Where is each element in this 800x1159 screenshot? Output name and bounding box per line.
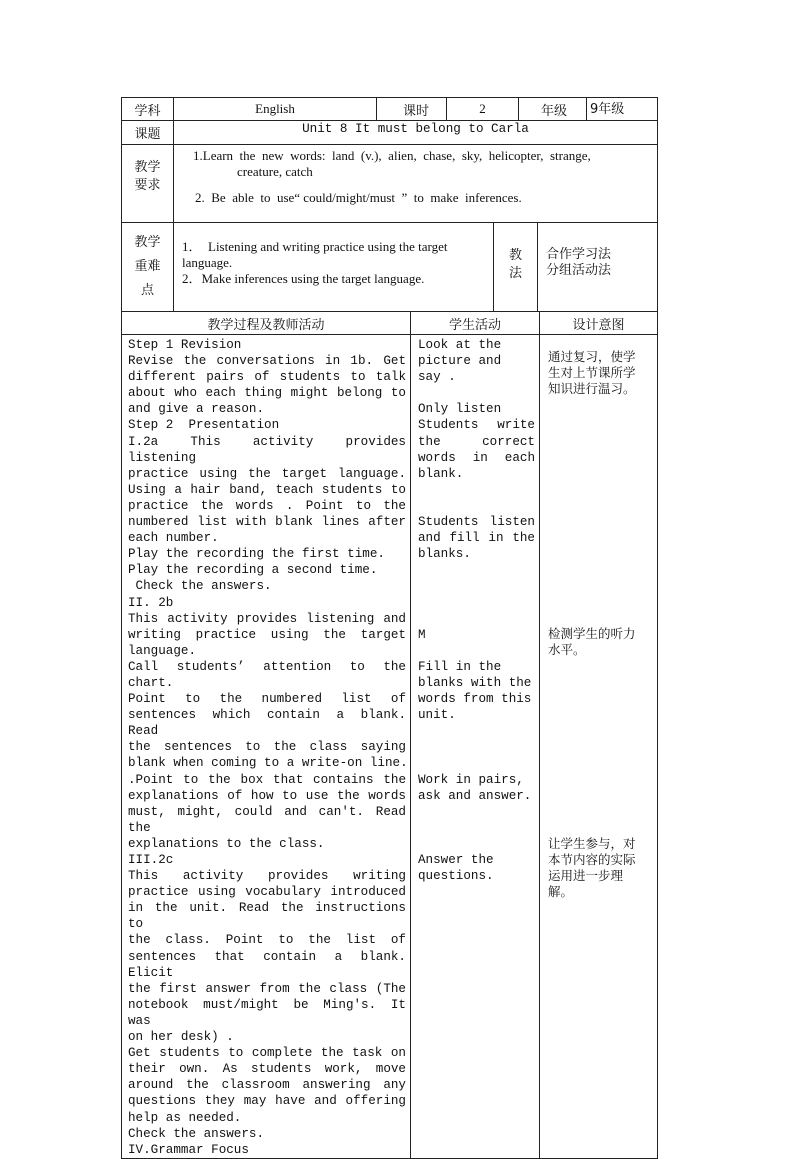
teacher-activity-line: and give a reason.: [128, 402, 265, 417]
teacher-activity-line: Point to the numbered list of: [128, 692, 406, 707]
teacher-activity-line: the sentences to the class saying: [128, 740, 406, 755]
teacher-activity-line: help as needed.: [128, 1110, 242, 1125]
student-activity-line: [418, 836, 535, 852]
teacher-activity-line: must, might, could and can′t. Read the: [128, 804, 406, 835]
design-note-line: 本节内容的实际: [548, 852, 636, 867]
teacher-activity-line: the class. Point to the list of: [128, 933, 406, 948]
teacher-activity-line: III.2c: [128, 853, 174, 867]
student-activity-text: [418, 337, 535, 884]
design-note-line: 知识进行温习。: [548, 381, 636, 396]
teacher-activity-line: different pairs of students to talk: [128, 370, 406, 385]
teacher-activity-line: Get students to complete the task on: [128, 1046, 406, 1061]
teacher-activity-line: IV.Grammar Focus: [128, 1142, 249, 1157]
student-activity-line: Only listen: [418, 402, 502, 417]
student-activity-line: [418, 739, 535, 755]
keypoints-table: [121, 222, 658, 312]
design-intent-text: [548, 349, 651, 900]
student-activity-line: [418, 755, 535, 771]
teacher-activity-line: This activity provides listening and: [128, 611, 406, 626]
teacher-activity-line: Play the recording a second time.: [128, 563, 378, 578]
keypoint-line: 2．Make inferences using the target language.: [182, 271, 425, 286]
teacher-activity-line: language.: [128, 643, 197, 658]
teacher-activity-line: practice using the target language.: [128, 466, 406, 481]
requirements-label-line: 要求: [134, 178, 161, 193]
student-activity-line: picture and: [418, 354, 502, 369]
design-note: [548, 836, 651, 900]
method-line: 合作学习法: [546, 247, 612, 262]
student-activity-line: Students listen: [418, 515, 535, 530]
design-note-line: 检测学生的听力: [548, 626, 636, 641]
teacher-activity-cell: [122, 335, 411, 1159]
student-activity-line: questions.: [418, 869, 494, 884]
teacher-activity-line: on her desk) .: [128, 1030, 234, 1045]
teacher-activity-line: Step 1 Revision: [128, 338, 242, 352]
subject-label: 学科: [122, 98, 174, 121]
teacher-activity-line: This activity provides writing: [128, 869, 406, 884]
teacher-activity-line: sentences which contain a blank. Read: [128, 708, 406, 739]
design-note: [548, 626, 651, 658]
design-note-line: 解。: [548, 884, 574, 899]
teacher-activity-line: practice the words . Point to the: [128, 498, 406, 513]
requirements-label-line: 教学: [134, 160, 161, 175]
keypoints-label: [122, 223, 174, 312]
student-activity-line: [418, 498, 535, 514]
student-activity-line: blanks with the: [418, 675, 532, 690]
student-activity-line: words in each: [418, 450, 535, 465]
teacher-activity-line: the first answer from the class (The: [128, 981, 406, 996]
method-line: 分组活动法: [546, 263, 612, 278]
column-header-teacher: 教学过程及教师活动: [122, 312, 411, 335]
student-activity-line: [418, 804, 535, 820]
requirement-line: creature, catch: [237, 164, 313, 179]
student-activity-line: [418, 643, 535, 659]
student-activity-line: the correct: [418, 434, 535, 449]
student-activity-line: words from this: [418, 692, 532, 707]
teacher-activity-line: I.2a This activity provides listening: [128, 434, 406, 465]
teacher-activity-line: Play the recording the first time.: [128, 547, 385, 562]
student-activity-line: Answer the: [418, 853, 494, 867]
student-activity-line: and fill in the: [418, 531, 535, 546]
student-activity-line: [418, 595, 535, 611]
student-activity-line: Work in pairs,: [418, 772, 524, 787]
teacher-activity-line: questions they may have and offering: [128, 1094, 406, 1109]
keypoints-content: [174, 223, 494, 312]
design-intent-cell: [540, 335, 658, 1159]
period-value: 2: [447, 98, 519, 121]
grade-label: 年级: [519, 98, 587, 121]
teacher-activity-line: writing practice using the target: [128, 627, 406, 642]
teacher-activity-text: [128, 337, 406, 1158]
student-activity-line: blanks.: [418, 547, 471, 562]
period-label: 课时: [377, 98, 447, 121]
teacher-activity-line: II. 2b: [128, 595, 174, 610]
topic-value: Unit 8 It must belong to Carla: [174, 121, 658, 145]
method-content: [538, 223, 658, 312]
student-activity-line: [418, 562, 535, 578]
design-note-line: 让学生参与，对: [548, 836, 636, 851]
teacher-activity-line: Using a hair band, teach students to: [128, 482, 406, 497]
teacher-activity-line: .Point to the box that contains the: [128, 772, 406, 787]
teacher-activity-line: their own. As students work, move: [128, 1062, 406, 1077]
teacher-activity-line: Check the answers.: [128, 1126, 265, 1141]
design-note-line: 水平。: [548, 642, 586, 657]
student-activity-line: [418, 385, 535, 401]
teacher-activity-line: sentences that contain a blank. Elicit: [128, 949, 406, 980]
requirement-line: 1.Learn the new words: land (v.), alien, chase, sky, helicopter, strange,: [193, 148, 591, 163]
lesson-header-table: [121, 97, 658, 223]
student-activity-cell: [411, 335, 540, 1159]
student-activity-line: [418, 611, 535, 627]
requirement-line: 2. Be able to use“ could/might/must ” to make inferences.: [195, 190, 522, 205]
teacher-activity-line: blank when coming to a write-on line.: [128, 756, 408, 771]
student-activity-line: [418, 482, 535, 498]
teacher-activity-line: practice using vocabulary introduced: [128, 885, 406, 900]
student-activity-line: Look at the: [418, 338, 502, 352]
teacher-activity-line: each number.: [128, 531, 219, 546]
column-header-design: 设计意图: [540, 312, 658, 335]
teacher-activity-line: Call students’ attention to the chart.: [128, 659, 406, 690]
teacher-activity-line: around the classroom answering any: [128, 1078, 406, 1093]
requirements-label: [122, 145, 174, 223]
teacher-activity-line: Step 2 Presentation: [128, 418, 280, 433]
design-note-line: 通过复习，使学: [548, 349, 636, 364]
keypoint-line: 1． Listening and writing practice using the target: [182, 239, 448, 254]
process-table: [121, 311, 658, 1159]
teacher-activity-line: in the unit. Read the instructions to: [128, 901, 406, 932]
topic-label: 课题: [122, 121, 174, 145]
student-activity-line: [418, 723, 535, 739]
teacher-activity-line: about who each thing might belong to: [128, 386, 406, 401]
student-activity-line: unit.: [418, 708, 456, 723]
method-label: [494, 223, 538, 312]
student-activity-line: ask and answer.: [418, 788, 532, 803]
student-activity-line: blank.: [418, 466, 464, 481]
teacher-activity-line: numbered list with blank lines after: [128, 515, 406, 530]
design-note-line: 运用进一步理: [548, 868, 624, 883]
student-activity-line: [418, 578, 535, 594]
grade-value: 9年级: [587, 98, 658, 121]
teacher-activity-line: explanations to the class.: [128, 836, 325, 851]
teacher-activity-line: Check the answers.: [128, 579, 272, 594]
keypoints-label-line: 点: [140, 283, 154, 298]
keypoints-label-line: 教学: [134, 235, 161, 250]
design-note: [548, 349, 651, 397]
student-activity-line: say .: [418, 370, 456, 385]
student-activity-line: Students write: [418, 418, 535, 433]
method-label-line: 教: [508, 248, 522, 263]
keypoint-line: language.: [182, 255, 233, 270]
teacher-activity-line: Revise the conversations in 1b. Get: [128, 354, 406, 369]
method-label-line: 法: [508, 266, 522, 281]
student-activity-line: M: [418, 627, 426, 642]
requirements-content: [174, 145, 658, 223]
keypoints-label-line: 重难: [134, 259, 161, 274]
teacher-activity-line: explanations of how to use the words: [128, 788, 406, 803]
student-activity-line: [418, 820, 535, 836]
lesson-plan-page: [121, 97, 657, 1159]
student-activity-line: Fill in the: [418, 659, 502, 674]
column-header-student: 学生活动: [411, 312, 540, 335]
design-note-line: 生对上节课所学: [548, 365, 636, 380]
subject-value: English: [174, 98, 377, 121]
teacher-activity-line: notebook must/might be Ming′s. It was: [128, 997, 406, 1028]
